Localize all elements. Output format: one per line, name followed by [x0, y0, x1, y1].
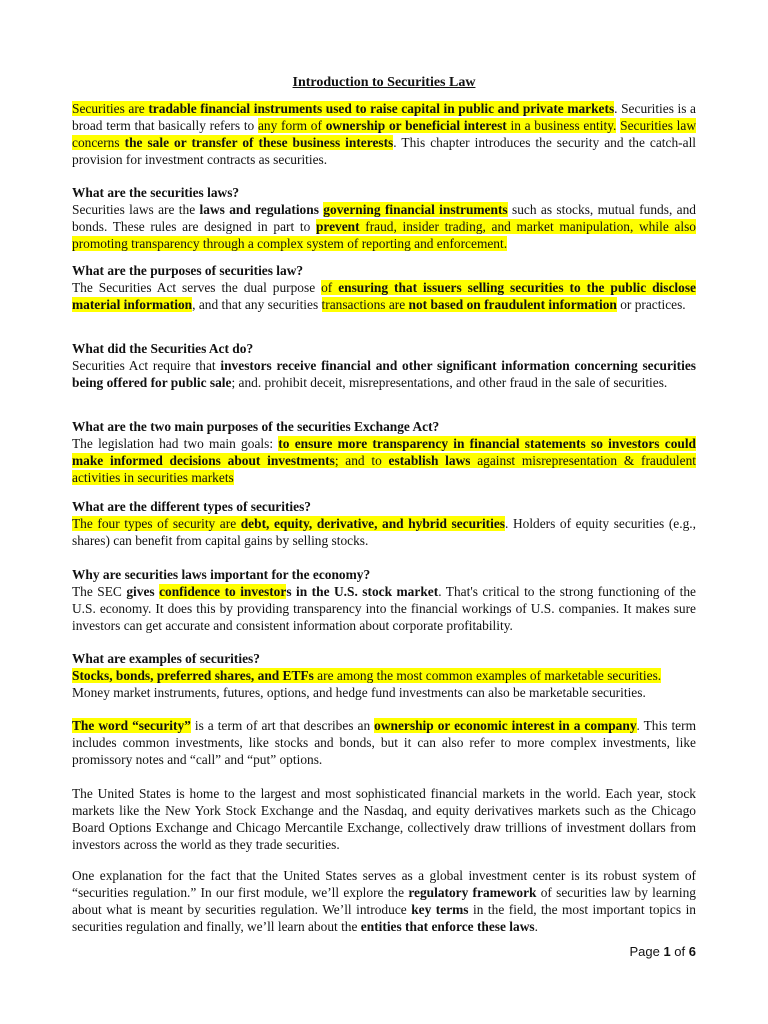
body-text: The SEC: [72, 584, 127, 599]
body-text: The word “security”: [72, 718, 191, 733]
body-text: .: [534, 919, 538, 934]
section-module-intro: [72, 867, 696, 935]
body-text: ; and. prohibit deceit, misrepresentations, and other fraud in the sale of securities.: [231, 375, 668, 390]
body-text: . This term includes common investments, like stocks and bonds, but it can also refer to more complex investments, like promissory notes and “call” and “put” options.: [72, 718, 696, 767]
body-text: investors receive financial and other significant information concerning securities being offered for public sale: [72, 358, 696, 390]
body-text: The legislation had two main goals:: [72, 436, 279, 451]
body-text: One explanation for the fact that the United States serves as a global investment center is its robust system of “securities regulation.” In our first module, we’ll explore the: [72, 868, 696, 900]
intro-text: ownership or beneficial interest: [325, 118, 507, 133]
body-text: are among the most common examples of marketable securities.: [313, 668, 662, 683]
intro-text: in a business entity.: [506, 118, 617, 133]
page-prefix: Page: [629, 944, 664, 959]
body-text: . That's critical to the strong functioning of the U.S. economy. It does this by providing transparency into the financial workings of U.S. companies. It makes sure investors can get accurate and consistent information about corporate profitability.: [72, 584, 696, 633]
section-examples: [72, 650, 696, 701]
body-text: fraud, insider trading, and market manipulation, while also promoting transparency through a complex system of reporting and enforcement.: [72, 219, 696, 251]
body-text: regulatory framework: [408, 885, 537, 900]
section-heading: Why are securities laws important for the economy?: [72, 567, 371, 582]
body-text: , and that any securities: [192, 297, 322, 312]
page-separator: of: [670, 944, 689, 959]
body-text: not based on fraudulent information: [408, 297, 617, 312]
body-text: governing financial instruments: [323, 202, 508, 217]
body-text: prevent: [315, 219, 360, 234]
intro-text: Securities are: [72, 101, 149, 116]
body-text: transactions are: [321, 297, 409, 312]
page-title: Introduction to Securities Law: [292, 75, 476, 90]
intro-paragraph: [72, 100, 696, 168]
body-text: The United States is home to the largest and most sophisticated financial markets in the world. Each year, stock markets like the New York Stock Exchange and the Nasdaq, and equity derivatives markets such as the Chicago Board Options Exchange and Chicago Mercantile Exchange, collectively draw trillions of investment dollars from investors across the world as they trade securities.: [72, 786, 696, 852]
section-economy: [72, 566, 696, 634]
intro-text: . This chapter introduces the security and the catch-all provision for investment contracts as securities.: [72, 135, 697, 167]
section-heading: What are examples of securities?: [72, 651, 260, 666]
body-text: to ensure more transparency in financial statements so investors could make informed decisions about investments: [72, 436, 697, 468]
section-heading: What did the Securities Act do?: [72, 341, 254, 356]
section-heading: What are the securities laws?: [72, 185, 240, 200]
body-text: entities that enforce these laws: [360, 919, 535, 934]
body-text: confidence to investor: [159, 584, 287, 599]
body-text: Securities laws are the: [72, 202, 200, 217]
body-text: s in the U.S. stock market: [286, 584, 439, 599]
body-text: Stocks, bonds, preferred shares, and ETFs: [72, 668, 314, 683]
body-text: establish laws: [388, 453, 471, 468]
section-security-term: [72, 717, 696, 768]
intro-text: the sale or transfer of these business interests: [124, 135, 394, 150]
body-text: in the field, the most important topics in securities regulation and finally, we’ll learn about the: [72, 902, 696, 934]
section-heading: What are the two main purposes of the securities Exchange Act?: [72, 419, 440, 434]
body-text: of securities law by learning about what is meant by securities regulation. We’ll introduce: [72, 885, 696, 917]
section-securities-laws: [72, 184, 696, 252]
body-text: such as stocks, mutual funds, and bonds. These rules are designed in part to: [72, 202, 696, 234]
section-purposes: [72, 262, 696, 313]
body-text: The four types of security are: [72, 516, 241, 531]
body-text: ; and to: [334, 453, 389, 468]
body-text: ensuring that issuers selling securities to the public disclose material information: [72, 280, 696, 312]
body-text: ownership or economic interest in a company: [374, 718, 637, 733]
intro-text: . Securities is a broad term that basically refers to: [72, 101, 696, 133]
body-text: key terms: [411, 902, 469, 917]
body-text: of: [321, 280, 339, 295]
body-text: against misrepresentation & fraudulent activities in securities markets: [72, 453, 697, 485]
section-exchange-act: [72, 418, 696, 486]
intro-text: any form of: [257, 118, 326, 133]
body-text: The Securities Act serves the dual purpose: [72, 280, 322, 295]
page-current: 1: [663, 944, 671, 959]
body-text: . Holders of equity securities (e.g., shares) can benefit from capital gains by selling stocks.: [72, 516, 696, 548]
section-us-markets: [72, 785, 696, 853]
section-securities-act: [72, 340, 696, 391]
body-text: gives: [126, 584, 155, 599]
intro-text: Securities law concerns: [72, 118, 696, 150]
body-text: or practices.: [616, 297, 686, 312]
body-text: laws and regulations: [199, 202, 319, 217]
section-heading: What are the different types of securities?: [72, 499, 311, 514]
body-text: debt, equity, derivative, and hybrid securities: [240, 516, 506, 531]
body-text: Money market instruments, futures, options, and hedge fund investments can also be marketable securities.: [72, 685, 646, 700]
body-text: Securities Act require that: [72, 358, 221, 373]
page-number: [629, 943, 696, 960]
section-heading: What are the purposes of securities law?: [72, 263, 304, 278]
body-text: is a term of art that describes an: [190, 718, 375, 733]
section-types: [72, 498, 696, 549]
intro-text: tradable financial instruments used to raise capital in public and private markets: [148, 101, 615, 116]
page-total: 6: [688, 944, 696, 959]
